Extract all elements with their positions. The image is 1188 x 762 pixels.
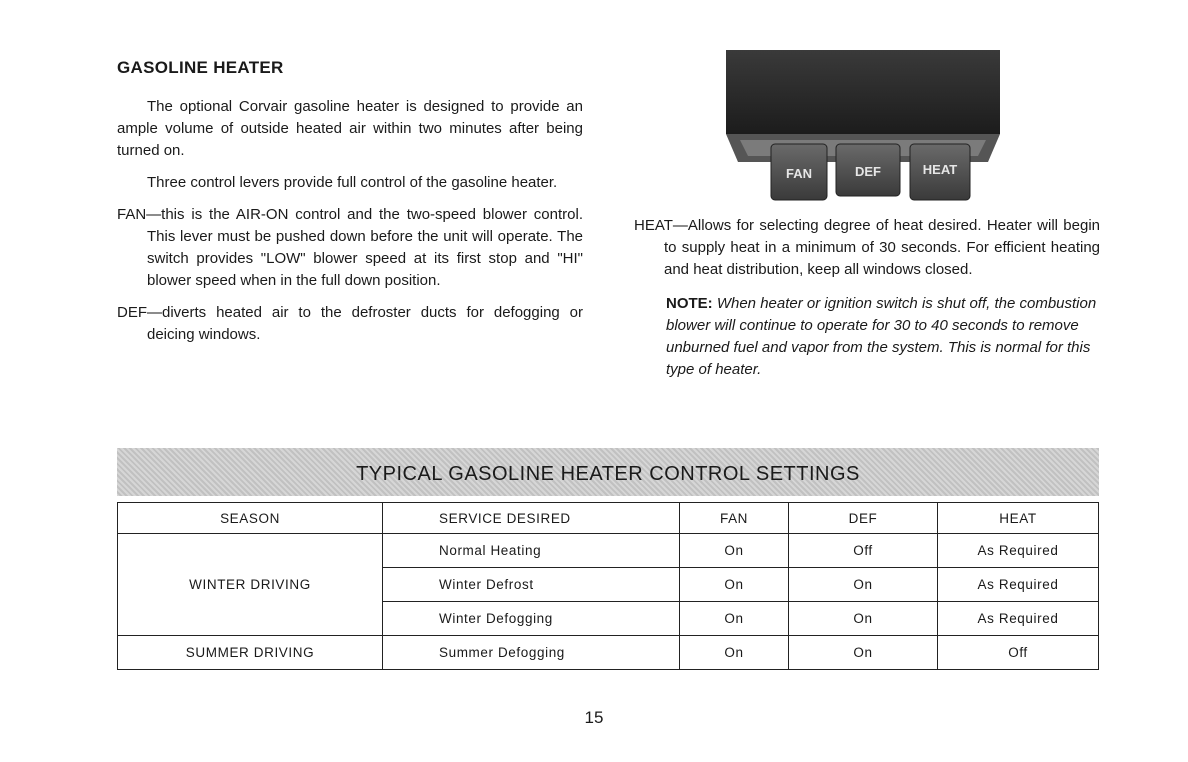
note-text: When heater or ignition switch is shut off, the combustion blower will continue to operate for 30 to 40 seconds to remove unburned fuel and vapor from the system. This is normal for this type of heater. bbox=[666, 295, 1097, 378]
note-label: NOTE: bbox=[666, 295, 713, 312]
def-lever bbox=[836, 144, 900, 196]
fan-cell: On bbox=[680, 534, 789, 568]
table-title: TYPICAL GASOLINE HEATER CONTROL SETTINGS bbox=[356, 463, 860, 485]
fan-lever-label: FAN bbox=[786, 166, 812, 181]
service-cell: Winter Defrost bbox=[383, 568, 680, 602]
def-cell: On bbox=[789, 602, 938, 636]
left-column bbox=[117, 96, 583, 346]
heater-control-photo bbox=[726, 50, 1000, 202]
table-row bbox=[118, 534, 1099, 568]
note-paragraph bbox=[634, 293, 1100, 381]
header-fan: FAN bbox=[680, 503, 789, 534]
heat-lever bbox=[910, 144, 970, 200]
def-cell: On bbox=[789, 636, 938, 670]
fan-description: FAN—this is the AIR-ON control and the two-speed blower control. This lever must be pushed down before the unit will operate. The switch provides "LOW" blower speed at its first stop and "HI" blower speed when in the full down position. bbox=[117, 206, 583, 289]
winter-season-cell: WINTER DRIVING bbox=[118, 534, 383, 636]
heat-lever-label: HEAT bbox=[922, 162, 958, 177]
page-number: 15 bbox=[584, 708, 604, 727]
def-cell: Off bbox=[789, 534, 938, 568]
table-row bbox=[118, 636, 1099, 670]
heat-cell: As Required bbox=[938, 568, 1099, 602]
fan-cell: On bbox=[680, 602, 789, 636]
fan-lever bbox=[771, 144, 827, 200]
service-cell: Winter Defogging bbox=[383, 602, 680, 636]
table-header-row bbox=[118, 503, 1099, 534]
header-heat: HEAT bbox=[938, 503, 1099, 534]
table-title-banner bbox=[117, 448, 1099, 496]
section-heading: GASOLINE HEATER bbox=[117, 58, 284, 77]
def-description: DEF—diverts heated air to the defroster ducts for defogging or deicing windows. bbox=[117, 304, 583, 343]
def-lever-label: DEF bbox=[855, 164, 881, 179]
def-cell: On bbox=[789, 568, 938, 602]
levers-paragraph: Three control levers provide full control of the gasoline heater. bbox=[147, 174, 558, 191]
header-service: SERVICE DESIRED bbox=[383, 503, 680, 534]
control-settings-table bbox=[117, 502, 1099, 670]
right-column bbox=[634, 215, 1100, 381]
fan-cell: On bbox=[680, 568, 789, 602]
intro-paragraph: The optional Corvair gasoline heater is designed to provide an ample volume of outside heated air within two minutes after being turned on. bbox=[117, 98, 583, 159]
service-cell: Normal Heating bbox=[383, 534, 680, 568]
heat-cell: As Required bbox=[938, 602, 1099, 636]
header-def: DEF bbox=[789, 503, 938, 534]
header-season: SEASON bbox=[118, 503, 383, 534]
heat-cell: Off bbox=[938, 636, 1099, 670]
fan-cell: On bbox=[680, 636, 789, 670]
heat-description: HEAT—Allows for selecting degree of heat desired. Heater will begin to supply heat in a minimum of 30 seconds. For efficient heating and heat distribution, keep all windows closed. bbox=[634, 217, 1100, 278]
service-cell: Summer Defogging bbox=[383, 636, 680, 670]
heater-panel-body bbox=[726, 50, 1000, 134]
heat-cell: As Required bbox=[938, 534, 1099, 568]
summer-season-cell: SUMMER DRIVING bbox=[118, 636, 383, 670]
